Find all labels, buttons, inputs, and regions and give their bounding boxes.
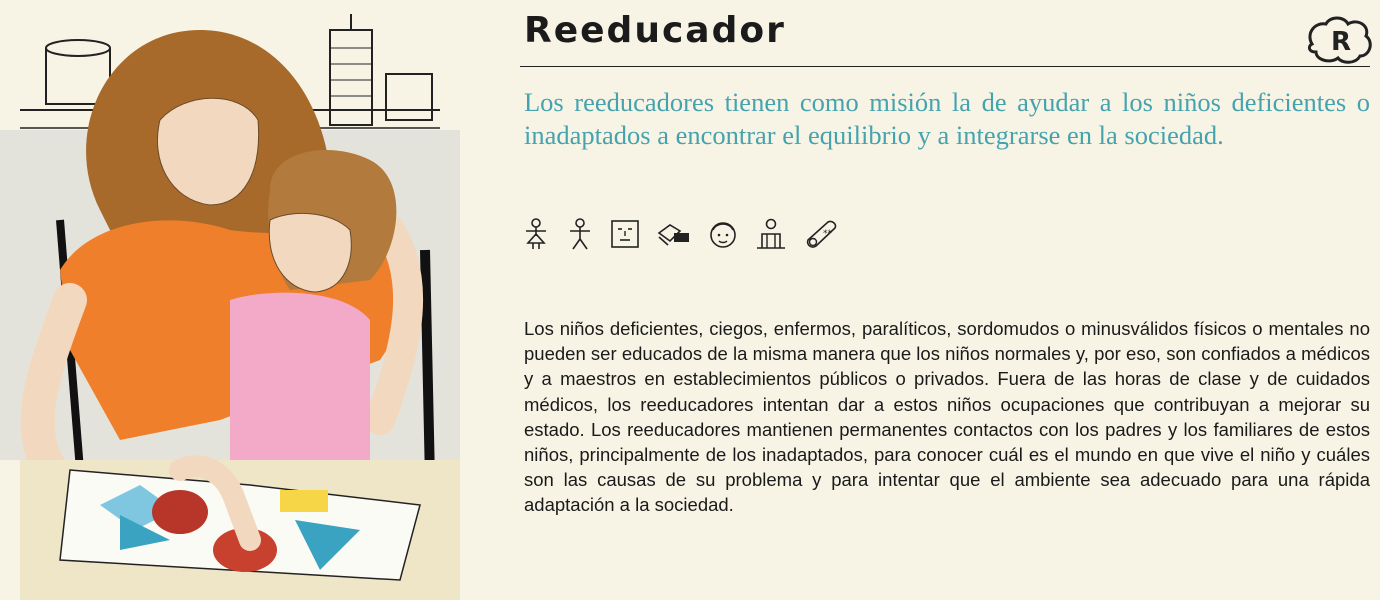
body-paragraph: Los niños deficientes, ciegos, enfermos, paralíticos, sordomudos o minusválidos físicos o mentales no pueden ser educados de la misma manera que los niños normales y, por eso, son confiados a médicos y a maestros en establecimientos públicos o privados. Fuera de las horas de clase y de cuidados médicos, los reeducadores intentan dar a estos niños ocupaciones que contribuyan a mejorar su estado. Los reeducadores mantienen permanentes contactos con los padres y los familiares de estos niños, principalmente de los inadaptados, para conocer cuál es el mundo en que vive el niño y cuáles son las causas de su problema y para intentar que el ambiente sea adecuado para una rápida adaptación a la sociedad.	[524, 318, 1370, 516]
diploma-scroll-icon	[804, 218, 840, 250]
male-figure-icon	[566, 218, 594, 250]
publisher-logo	[1304, 14, 1376, 66]
lead-paragraph: Los reeducadores tienen como misión la de ayudar a los niños deficientes o inadaptados a encontrar el equilibrio y a integrarse en la sociedad.	[524, 87, 1370, 150]
pictogram-row	[522, 214, 840, 254]
handshake-money-icon	[656, 219, 692, 249]
logo-letter: R	[1330, 27, 1352, 57]
title-divider	[520, 66, 1370, 67]
svg-text:**: **	[823, 229, 832, 239]
child-face-icon	[708, 218, 738, 250]
page-title: Reeducador	[524, 10, 786, 51]
person-at-desk-icon	[754, 218, 788, 250]
female-figure-icon	[522, 218, 550, 250]
face-card-icon	[610, 219, 640, 249]
illustration-woman-and-child	[0, 0, 500, 600]
